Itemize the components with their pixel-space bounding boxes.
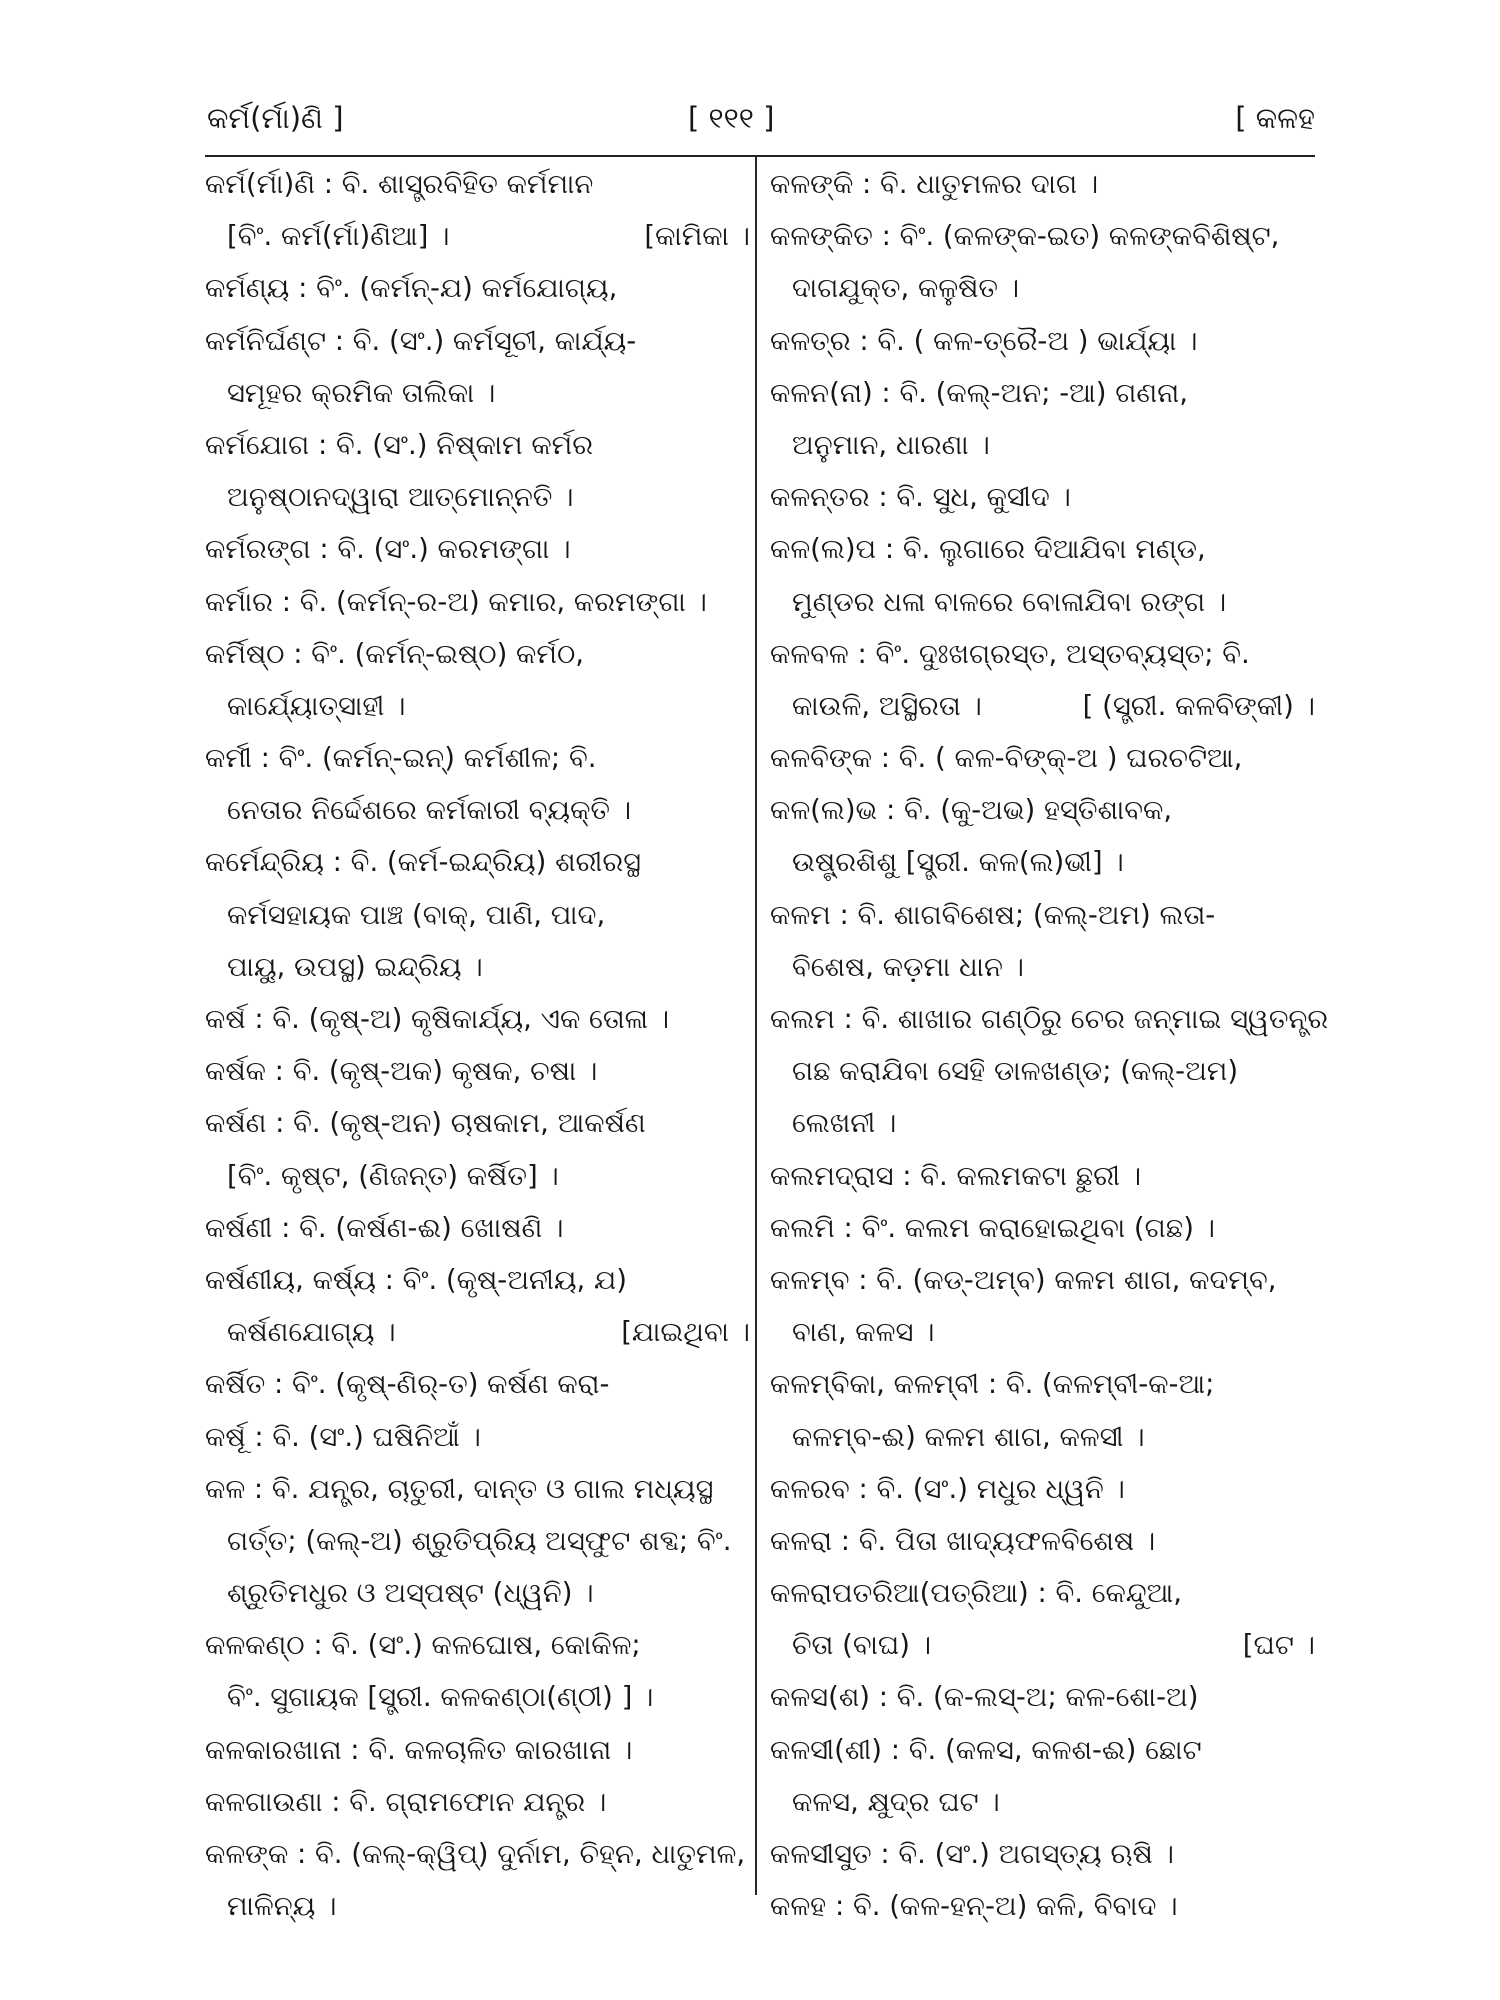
entry-text: କଳନ୍ତର : ବି. ସୁଧ, କୁସୀଦ । xyxy=(770,481,1071,514)
entry-text: ଦାଗଯୁକ୍ତ, କଳୁଷିତ । xyxy=(792,272,1020,305)
entry-line xyxy=(205,1828,750,1880)
entry-text: କର୍ମଣ୍ୟ : ବିଂ. (କର୍ମନ୍-ଯ) କର୍ମଯୋଗ୍ୟ, xyxy=(205,272,618,305)
entry-text: କର୍ମାର : ବି. (କର୍ମନ୍-ର-ଅ) କମାର, କରମଙ୍ଗା । xyxy=(205,585,707,618)
entry-line xyxy=(205,1776,750,1828)
entry-line xyxy=(205,1411,750,1463)
entry-line xyxy=(205,419,750,471)
entry-text: କଳଙ୍କି : ବି. ଧାତୁମଳର ଦାଗ । xyxy=(770,168,1099,200)
entry-text: ଉଷ୍ଟ୍ରଶିଶୁ [ସ୍ତ୍ରୀ. କଳ(ଲ)ଭୀ] । xyxy=(792,846,1124,879)
entry-line xyxy=(770,1150,1315,1202)
entry-text: ଅନୁମାନ, ଧାରଣା । xyxy=(792,428,990,461)
entry-text: କର୍ମରଙ୍ଗ : ବି. (ସଂ.) କରମଙ୍ଗା । xyxy=(205,533,571,566)
entry-line xyxy=(770,1828,1315,1880)
entry-text: କଳ(ଲ)ଭ : ବି. (କୁ-ଅଭ) ହସ୍ତିଶାବକ, xyxy=(770,794,1173,827)
entry-line xyxy=(770,1880,1315,1932)
entry-continuation-line xyxy=(770,576,1315,628)
entry-line xyxy=(770,367,1315,419)
entry-line xyxy=(205,732,750,784)
entry-text: କଳଙ୍କ : ବି. (କଲ୍-କ୍ୱିପ୍) ଦୁର୍ନାମ, ଚିହ୍ନ, ଧାତୁମଳ, xyxy=(205,1838,746,1870)
entry-text: କର୍ମସହାୟକ ପାଞ୍ଚ (ବାକ୍, ପାଣି, ପାଦ, xyxy=(227,898,606,931)
entry-line xyxy=(205,1358,750,1410)
entry-text: କଳହ : ବି. (କଳ-ହନ୍-ଅ) କଳି, ବିବାଦ । xyxy=(770,1890,1178,1923)
entry-text: କଳସୀ(ଶୀ) : ବି. (କଳସ, କଳଶ-ଈ) ଛୋଟ xyxy=(770,1733,1202,1766)
entry-text: କର୍ଷଣ : ବି. (କୃଷ୍-ଅନ) ଚାଷକାମ, ଆକର୍ଷଣ xyxy=(205,1107,646,1140)
entry-text: କର୍ମିଷ୍ଠ : ବିଂ. (କର୍ମନ୍-ଇଷ୍ଠ) କର୍ମଠ, xyxy=(205,637,585,670)
entry-text: କଳତ୍ର : ବି. ( କଳ-ତ୍ରୈ-ଅ ) ଭାର୍ଯ୍ୟା । xyxy=(770,324,1198,357)
entry-text: କଳକଣ୍ଠ : ବି. (ସଂ.) କଳଘୋଷ, କୋକିଳ; xyxy=(205,1629,641,1662)
entry-text: କଳ : ବି. ଯନ୍ତ୍ର, ଚାତୁରୀ, ଦାନ୍ତ ଓ ଗାଲ ମଧ୍ୟସ୍ଥ xyxy=(205,1472,714,1505)
entry-line xyxy=(770,1567,1315,1619)
entry-line xyxy=(205,523,750,575)
entry-continuation-line xyxy=(205,1150,750,1202)
entry-line xyxy=(205,1619,750,1671)
entry-continuation-line xyxy=(205,367,750,419)
entry-text: କଳରବ : ବି. (ସଂ.) ମଧୁର ଧ୍ୱନି । xyxy=(770,1472,1125,1505)
entry-line xyxy=(770,1358,1315,1410)
left-column xyxy=(205,158,750,1932)
entry-text: କଳମ : ବି. ଶାଗବିଶେଷ; (କଲ୍-ଅମ) ଲତା- xyxy=(770,898,1216,931)
entry-line xyxy=(205,1724,750,1776)
entry-line xyxy=(770,732,1315,784)
entry-text: କଳକାରଖାନା : ବି. କଳଚାଳିତ କାରଖାନା । xyxy=(205,1733,633,1766)
entry-text: ସମୂହର କ୍ରମିକ ତାଲିକା । xyxy=(227,376,496,409)
entry-line xyxy=(205,576,750,628)
entry-line xyxy=(770,158,1315,210)
entry-overflow-text: [ଯାଇଥିବା । xyxy=(621,1316,750,1349)
entry-overflow-text: [ଘଟ । xyxy=(1242,1629,1315,1662)
header-last-word: [ କଳହ xyxy=(1235,101,1315,135)
entry-text: ମାଳିନ୍ୟ । xyxy=(227,1890,337,1923)
entry-continuation-line xyxy=(205,210,750,262)
entry-text: କର୍ଷଣୀୟ, କର୍ଷ୍ୟ : ବିଂ. (କୃଷ୍-ଅନୀୟ, ଯ) xyxy=(205,1263,627,1296)
entry-continuation-line xyxy=(205,941,750,993)
entry-text: ଅନୁଷ୍ଠାନଦ୍ୱାରା ଆତ୍ମୋନ୍ନତି । xyxy=(227,481,574,514)
entry-line xyxy=(205,1045,750,1097)
entry-line xyxy=(770,210,1315,262)
entry-text: ଶ୍ରୁତିମଧୁର ଓ ଅସ୍ପଷ୍ଟ (ଧ୍ୱନି) । xyxy=(227,1577,594,1610)
entry-line xyxy=(205,1097,750,1149)
entry-text: କର୍ମନିର୍ଘଣ୍ଟ : ବି. (ସଂ.) କର୍ମସୂଚୀ, କାର୍ଯ୍ୟ- xyxy=(205,324,637,357)
entry-text: ବିଶେଷ, କଡ଼ମା ଧାନ । xyxy=(792,950,1025,983)
entry-text: କଳମ୍ବ-ଈ) କଳମ ଶାଗ, କଳସୀ । xyxy=(792,1420,1145,1453)
entry-text: କଳରା : ବି. ପିତା ଖାଦ୍ୟଫଳବିଶେଷ । xyxy=(770,1524,1156,1557)
entry-text: କଳ(ଲ)ପ : ବି. ଲୁଗାରେ ଦିଆଯିବା ମଣ୍ଡ, xyxy=(770,533,1206,566)
entry-text: କଳବଳ : ବିଂ. ଦୁଃଖଗ୍ରସ୍ତ, ଅସ୍ତବ୍ୟସ୍ତ; ବି. xyxy=(770,637,1250,670)
entry-text: କଳମ୍ବିକା, କଳମ୍ବୀ : ବି. (କଳମ୍ବୀ-କ-ଆ; xyxy=(770,1368,1215,1401)
entry-line xyxy=(770,784,1315,836)
right-column xyxy=(770,158,1329,1932)
entry-line xyxy=(770,471,1315,523)
entry-text: କଳସୀସୁତ : ବି. (ସଂ.) ଅଗସ୍ତ୍ୟ ଋଷି । xyxy=(770,1838,1174,1870)
entry-continuation-line xyxy=(205,1671,750,1723)
entry-line xyxy=(770,1515,1315,1567)
entry-text: ଗଛ କରାଯିବା ସେହି ଡାଳଖଣ୍ଡ; (କଲ୍-ଅମ) xyxy=(792,1055,1239,1088)
entry-text: ପାୟୁ, ଉପସ୍ଥ) ଇନ୍ଦ୍ରିୟ । xyxy=(227,950,483,983)
entry-text: ଲେଖନୀ । xyxy=(792,1107,897,1140)
entry-continuation-line xyxy=(770,1776,1315,1828)
entry-continuation-line xyxy=(770,1306,1315,1358)
entry-text: କର୍ଷଣଯୋଗ୍ୟ । xyxy=(227,1316,396,1349)
entry-continuation-line xyxy=(205,680,750,732)
entry-continuation-line xyxy=(770,836,1315,888)
entry-line xyxy=(770,1463,1315,1515)
column-divider xyxy=(755,157,757,1895)
entry-continuation-line xyxy=(770,1097,1315,1149)
entry-text: କଳବିଙ୍କ : ବି. ( କଳ-ବିଙ୍କ୍-ଅ ) ଘରଚଟିଆ, xyxy=(770,742,1243,775)
entry-overflow-text: [କାମିକା । xyxy=(644,220,750,253)
entry-line xyxy=(770,1202,1315,1254)
entry-line xyxy=(770,1254,1315,1306)
entry-text: କଳସ(ଶ) : ବି. (କ-ଲସ୍-ଅ; କଳ-ଶୋ-ଅ) xyxy=(770,1681,1199,1714)
entry-text: କର୍ଷକ : ବି. (କୃଷ୍-ଅକ) କୃଷକ, ଚଷା । xyxy=(205,1055,598,1088)
entry-continuation-line xyxy=(770,941,1315,993)
entry-text: ନେତାର ନିର୍ଦ୍ଦେଶରେ କର୍ମକାରୀ ବ୍ୟକ୍ତି । xyxy=(227,794,632,827)
entry-text: କର୍ଷଣୀ : ବି. (କର୍ଷଣ-ଈ) ଖୋଷଣି । xyxy=(205,1211,564,1244)
entry-continuation-line xyxy=(205,471,750,523)
entry-overflow-text: [ (ସ୍ତ୍ରୀ. କଳବିଙ୍କୀ) । xyxy=(1082,689,1315,722)
entry-text: କଳରାପତରିଆ(ପତ୍ରିଆ) : ବି. କେନ୍ଦୁଆ, xyxy=(770,1577,1182,1610)
entry-line xyxy=(205,836,750,888)
entry-text: ଚିତା (ବାଘ) । xyxy=(792,1629,932,1662)
header-first-word: କର୍ମ(ର୍ମା)ଣି ] xyxy=(207,101,344,135)
entry-continuation-line xyxy=(205,784,750,836)
entry-text: କଳନ(ନା) : ବି. (କଲ୍-ଅନ; -ଆ) ଗଣନା, xyxy=(770,376,1189,409)
entry-text: କର୍ମେନ୍ଦ୍ରିୟ : ବି. (କର୍ମ-ଇନ୍ଦ୍ରିୟ) ଶରୀରସ୍ଥ xyxy=(205,846,641,879)
entry-continuation-line xyxy=(770,1045,1315,1097)
entry-line xyxy=(205,315,750,367)
entry-text: କର୍ଷୂ : ବି. (ସଂ.) ଘଷିନିଆଁ । xyxy=(205,1420,481,1453)
entry-line xyxy=(770,1671,1315,1723)
entry-continuation-line xyxy=(770,680,1315,732)
entry-continuation-line xyxy=(205,1567,750,1619)
entry-line xyxy=(770,628,1315,680)
entry-text: କଳଙ୍କିତ : ବିଂ. (କଳଙ୍କ-ଇତ) କଳଙ୍କବିଶିଷ୍ଟ, xyxy=(770,220,1280,253)
entry-text: କର୍ଷିତ : ବିଂ. (କୃଷ୍-ଣିର୍-ତ) କର୍ଷଣ କରା- xyxy=(205,1368,610,1401)
entry-text: କାର୍ଯ୍ୟୋତ୍ସାହୀ । xyxy=(227,689,406,722)
entry-line xyxy=(205,1254,750,1306)
entry-continuation-line xyxy=(770,1411,1315,1463)
entry-line xyxy=(770,889,1315,941)
entry-line xyxy=(770,315,1315,367)
entry-continuation-line xyxy=(205,1306,750,1358)
entry-text: କର୍ଷ : ବି. (କୃଷ୍-ଅ) କୃଷିକାର୍ଯ୍ୟ, ଏକ ତୋଳା । xyxy=(205,1003,670,1035)
entry-text: ଗର୍ତ୍ତ; (କଲ୍-ଅ) ଶ୍ରୁତିପ୍ରିୟ ଅସ୍ଫୁଟ ଶବ୍ଦ; ବିଂ. xyxy=(227,1524,732,1557)
entry-text: କଳଗାଉଣା : ବି. ଗ୍ରାମଫୋନ ଯନ୍ତ୍ର । xyxy=(205,1785,607,1818)
entry-continuation-line xyxy=(205,889,750,941)
entry-text: କଲମି : ବିଂ. କଲମ କରାହୋଇଥିବା (ଗଛ) । xyxy=(770,1211,1216,1244)
entry-text: ମୁଣ୍ଡର ଧଳା ବାଳରେ ବୋଳାଯିବା ରଙ୍ଗ । xyxy=(792,585,1227,618)
entry-continuation-line xyxy=(205,1880,750,1932)
entry-continuation-line xyxy=(770,419,1315,471)
entry-continuation-line xyxy=(205,1515,750,1567)
entry-text: କଲମ : ବି. ଶାଖାର ଗଣ୍ଠିରୁ ଚେର ଜନ୍ମାଇ ସ୍ୱତନ୍ତ୍ର xyxy=(770,1003,1329,1035)
page-number: [ ୧୧୧ ] xyxy=(688,101,775,135)
entry-line xyxy=(205,1202,750,1254)
entry-line xyxy=(205,1463,750,1515)
entry-text: [ବିଂ. କର୍ମ(ର୍ମା)ଣିଆ] । xyxy=(227,220,450,253)
entry-text: ବାଣ, କଳସ । xyxy=(792,1316,935,1349)
page-header xyxy=(205,95,1315,157)
entry-line xyxy=(205,993,750,1045)
entry-text: କଳସ, କ୍ଷୁଦ୍ର ଘଟ । xyxy=(792,1785,1000,1818)
entry-continuation-line xyxy=(770,262,1315,314)
entry-text: କଳମ୍ବ : ବି. (କଡ୍-ଅମ୍ବ) କଳମ ଶାଗ, କଦମ୍ବ, xyxy=(770,1263,1277,1296)
entry-line xyxy=(770,1724,1315,1776)
entry-text: କର୍ମୀ : ବିଂ. (କର୍ମନ୍-ଇନ୍) କର୍ମଶୀଳ; ବି. xyxy=(205,742,597,775)
entry-line xyxy=(770,523,1315,575)
entry-text: କାଉଳି, ଅସ୍ଥିରତା । xyxy=(792,689,982,722)
entry-text: କର୍ମ(ର୍ମା)ଣି : ବି. ଶାସ୍ତ୍ରବିହିତ କର୍ମମାନ xyxy=(205,168,594,200)
entry-text: ବିଂ. ସୁଗାୟକ [ସ୍ତ୍ରୀ. କଳକଣ୍ଠା(ଣ୍ଠୀ) ] । xyxy=(227,1681,654,1714)
entry-text: କଲମଦ୍ରାସ : ବି. କଲମକଟା ଛୁରୀ । xyxy=(770,1159,1142,1192)
entry-line xyxy=(205,158,750,210)
entry-line xyxy=(205,262,750,314)
entry-continuation-line xyxy=(770,1619,1315,1671)
entry-line xyxy=(770,993,1329,1045)
entry-text: [ବିଂ. କୃଷ୍ଟ, (ଣିଜନ୍ତ) କର୍ଷିତ] । xyxy=(227,1159,559,1192)
entry-line xyxy=(205,628,750,680)
entry-text: କର୍ମଯୋଗ : ବି. (ସଂ.) ନିଷ୍କାମ କର୍ମର xyxy=(205,428,594,461)
